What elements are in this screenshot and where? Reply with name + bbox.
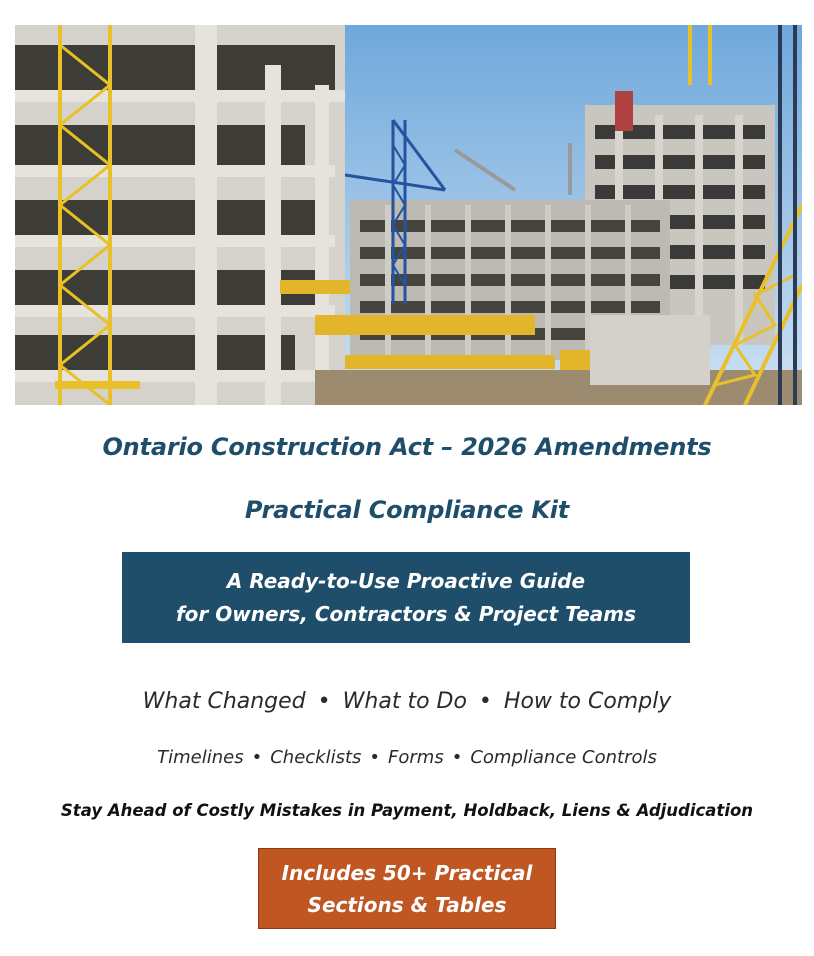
construction-photo: [15, 25, 802, 405]
construction-illustration: [15, 25, 802, 405]
badge-line-1: Includes 50+ Practical: [281, 860, 533, 885]
feature-forms: Forms: [388, 747, 444, 768]
document-subtitle: Practical Compliance Kit: [244, 496, 570, 524]
concrete-wall: [590, 315, 710, 385]
badge-line-2: Sections & Tables: [307, 892, 507, 917]
includes-badge: [258, 848, 556, 929]
feature-what-to-do: What to Do: [342, 689, 467, 714]
feature-timelines: Timelines: [157, 747, 244, 768]
bullet-separator: •: [317, 689, 331, 714]
ground: [315, 370, 802, 405]
feature-checklists: Checklists: [270, 747, 362, 768]
bullet-separator: •: [251, 747, 263, 768]
secondary-features: [0, 747, 814, 768]
bullet-separator: •: [369, 747, 381, 768]
guide-description-box: [122, 552, 690, 643]
bullet-separator: •: [478, 689, 492, 714]
feature-what-changed: What Changed: [142, 689, 306, 714]
bullet-separator: •: [451, 747, 463, 768]
feature-compliance-controls: Compliance Controls: [470, 747, 657, 768]
feature-how-to-comply: How to Comply: [503, 689, 672, 714]
document-title: Ontario Construction Act – 2026 Amendments: [102, 433, 712, 461]
guide-description-line-1: A Ready-to-Use Proactive Guide: [226, 568, 586, 593]
foreground-building-left: [15, 25, 345, 405]
guide-description-line-2: for Owners, Contractors & Project Teams: [175, 601, 637, 626]
primary-features: [0, 689, 814, 714]
tagline: Stay Ahead of Costly Mistakes in Payment, Holdback, Liens & Adjudication: [60, 801, 754, 820]
